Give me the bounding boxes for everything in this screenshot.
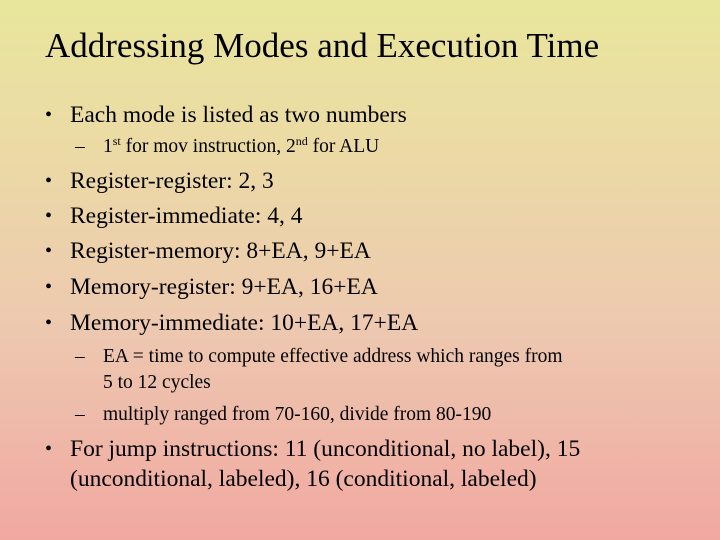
- sub-bullet-text: 1st for mov instruction, 2nd for ALU: [103, 134, 380, 157]
- bullet-text: For jump instructions: 11 (unconditional, no label), 15: [70, 436, 581, 462]
- bullet-dot: •: [45, 205, 53, 227]
- bullet-dot: •: [45, 276, 53, 298]
- dash-marker: –: [75, 404, 85, 425]
- bullet-dot: •: [45, 240, 53, 262]
- bullet-dot: •: [45, 170, 53, 192]
- mode-text: Memory-register: 9+EA, 16+EA: [70, 274, 378, 300]
- bullet-dot: •: [45, 312, 53, 334]
- mode-text: Register-register: 2, 3: [70, 168, 274, 194]
- sub-bullet-text: 5 to 12 cycles: [103, 372, 211, 393]
- mode-text: Memory-immediate: 10+EA, 17+EA: [70, 310, 419, 336]
- slide-title: Addressing Modes and Execution Time: [45, 26, 600, 65]
- bullet-dot: •: [45, 438, 53, 460]
- sub-bullet-text: multiply ranged from 70-160, divide from 80-190: [103, 404, 492, 425]
- dash-marker: –: [75, 346, 85, 367]
- dash-marker: –: [75, 136, 85, 157]
- mode-text: Register-immediate: 4, 4: [70, 203, 303, 229]
- bullet-text: (unconditional, labeled), 16 (conditional, labeled): [70, 466, 537, 492]
- bullet-dot: •: [45, 104, 53, 126]
- mode-text: Register-memory: 8+EA, 9+EA: [70, 238, 371, 264]
- sub-bullet-text: EA = time to compute effective address which ranges from: [103, 346, 563, 367]
- bullet-text: Each mode is listed as two numbers: [70, 102, 407, 128]
